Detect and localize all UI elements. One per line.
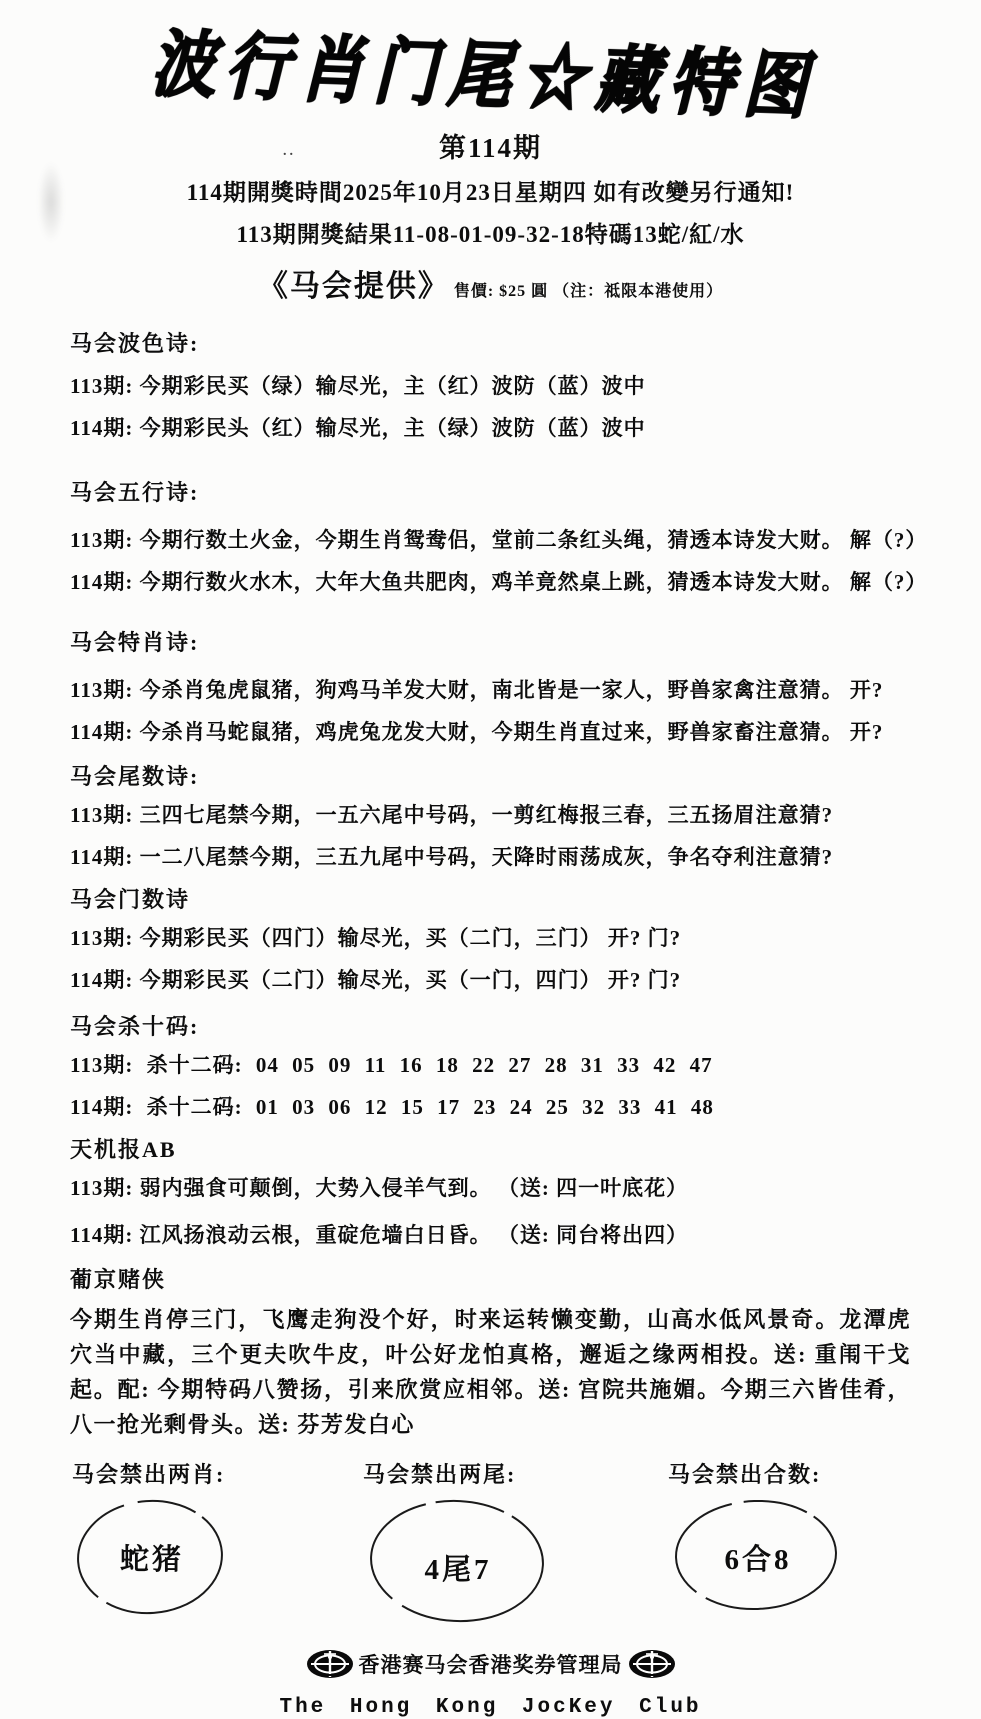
footer-organization-en: The Hong Kong JocKey Club bbox=[279, 1696, 702, 1719]
masthead bbox=[0, 24, 981, 128]
issue-number: 第114期 bbox=[438, 133, 542, 163]
section-line: 114期: 杀十二码: 01 03 06 12 15 17 23 24 25 32 33 41 48 bbox=[70, 1095, 714, 1119]
section-line: 113期: 今杀肖兔虎鼠猪，狗鸡马羊发大财，南北皆是一家人，野兽家禽注意猜。 开? bbox=[70, 678, 884, 702]
document-body bbox=[0, 327, 981, 1633]
pujing-paragraph: 今期生肖停三门，飞鹰走狗没个好，时来运转懒变勤，山高水低风景奇。龙潭虎穴当中藏，三个更夫吹牛皮，叶公好龙怕真格，邂逅之缘两相投。送: 重闱干戈起。配: 今期特码八赞扬，引来欣赏应相邻。送: 宫院共施媚。今期三六皆佳肴，八一抢光剩骨头。送: 芬芳发白心 bbox=[70, 1307, 911, 1437]
section-line: 113期: 三四七尾禁今期，一五六尾中号码，一剪红梅报三春，三五扬眉注意猜? bbox=[70, 803, 834, 827]
page-title: 波行肖门尾☆藏特图 bbox=[146, 25, 832, 128]
section-heading-tail-number: 马会尾数诗: bbox=[70, 764, 200, 789]
ban-label: 马会禁出合数: bbox=[668, 1462, 822, 1487]
ban-label: 马会禁出两肖: bbox=[72, 1462, 226, 1487]
section-heading-special-zodiac: 马会特肖诗: bbox=[70, 630, 200, 655]
previous-result-line: 113期開獎結果11-08-01-09-32-18特碼13蛇/紅/水 bbox=[236, 222, 745, 247]
ban-two-tails bbox=[363, 1458, 553, 1635]
section-heading-tianji-report: 天机报AB bbox=[70, 1137, 177, 1162]
ban-value: 6合8 bbox=[724, 1544, 792, 1576]
section-heading-five-elements: 马会五行诗: bbox=[70, 480, 200, 505]
section-line: 114期: 今杀肖马蛇鼠猪，鸡虎兔龙发大财，今期生肖直过来，野兽家畜注意猜。 开? bbox=[70, 720, 884, 744]
section-line: 113期: 今期彩民买（四门）输尽光，买（二门，三门） 开? 门? bbox=[70, 926, 682, 950]
footer-organization: 香港赛马会香港奖券管理局 bbox=[358, 1653, 623, 1677]
jockey-club-emblem-icon bbox=[627, 1647, 677, 1681]
section-line: 114期: 今期彩民头（红）输尽光，主（绿）波防（蓝）波中 bbox=[70, 416, 646, 440]
provider-line bbox=[0, 261, 981, 305]
section-line: 114期: 一二八尾禁今期，三五九尾中号码，天降时雨荡成灰，争名夺利注意猜? bbox=[70, 845, 834, 869]
section-line: 114期: 江风扬浪动云根，重碇危墙白日昏。 （送: 同台将出四） bbox=[70, 1223, 689, 1247]
section-heading-kill-codes: 马会杀十码: bbox=[70, 1014, 200, 1039]
ban-section bbox=[70, 1458, 911, 1633]
price-note: 售價: $25 圓 （注：祗限本港使用） bbox=[453, 283, 724, 300]
ban-oval bbox=[668, 1495, 848, 1625]
section-line: 113期: 今期行数土火金，今期生肖鸳鸯侣，堂前二条红头绳，猜透本诗发大财。 解（?） bbox=[70, 528, 928, 552]
section-line: 114期: 今期彩民买（二门）输尽光，买（一门，四门） 开? 门? bbox=[70, 968, 682, 992]
footer bbox=[0, 1647, 981, 1719]
provider-title: 《马会提供》 bbox=[257, 270, 450, 303]
section-heading-pujing: 葡京赌侠 bbox=[70, 1267, 167, 1292]
ban-label: 马会禁出两尾: bbox=[363, 1462, 517, 1487]
section-line: 114期: 今期行数火水木，大年大鱼共肥肉，鸡羊竟然桌上跳，猜透本诗发大财。 解（?） bbox=[70, 570, 928, 594]
section-line: 113期: 杀十二码: 04 05 09 11 16 18 22 27 28 31 33 42 47 bbox=[70, 1053, 713, 1077]
ban-value: 蛇猪 bbox=[119, 1544, 184, 1576]
ban-two-zodiac bbox=[72, 1458, 232, 1625]
ban-sum bbox=[668, 1458, 848, 1625]
ban-value: 4尾7 bbox=[424, 1554, 492, 1586]
section-heading-gate-number: 马会门数诗 bbox=[70, 887, 191, 912]
ban-oval bbox=[363, 1495, 553, 1635]
ban-oval bbox=[72, 1495, 232, 1625]
section-line: 113期: 弱内强食可颠倒，大势入侵羊气到。 （送: 四一叶底花） bbox=[70, 1176, 689, 1200]
section-line: 113期: 今期彩民买（绿）输尽光，主（红）波防（蓝）波中 bbox=[70, 374, 646, 398]
scan-smudge bbox=[38, 162, 64, 242]
draw-time-line: 114期開獎時間2025年10月23日星期四 如有改變另行通知! bbox=[186, 180, 795, 205]
jockey-club-emblem-icon bbox=[305, 1647, 355, 1681]
section-heading-wave-color: 马会波色诗: bbox=[70, 331, 200, 356]
print-artifact-dots: .. bbox=[283, 144, 296, 159]
